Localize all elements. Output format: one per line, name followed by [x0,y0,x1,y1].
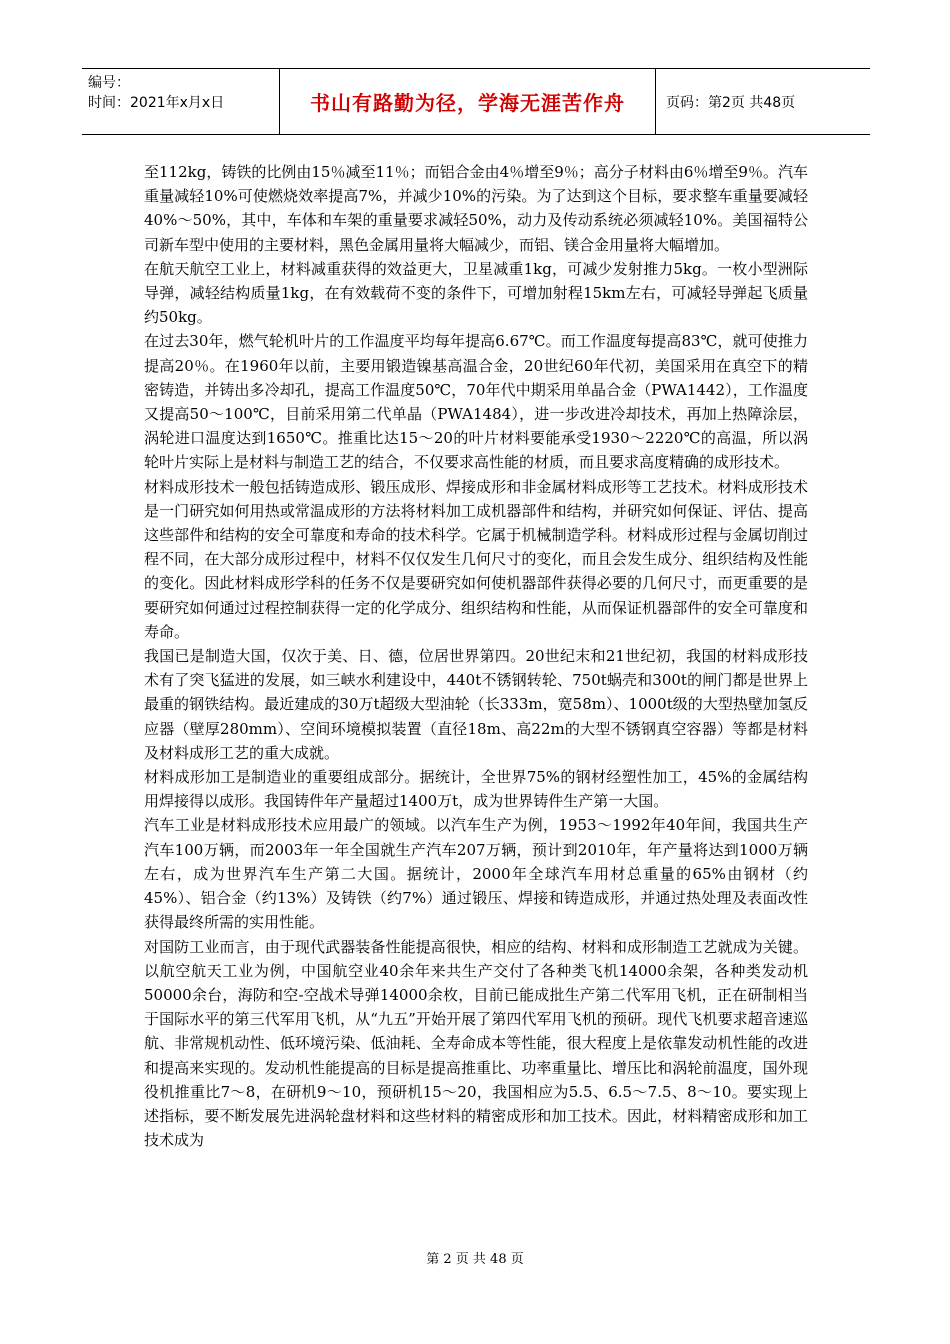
paragraph-5: 我国已是制造大国，仅次于美、日、德，位居世界第四。20世纪末和21世纪初，我国的材料成形技术有了突飞猛进的发展，如三峡水利建设中，440t不锈钢转轮、750t蜗壳和300t的闸门都是世界上最重的钢铁结构。最近建成的30万t超级大型油轮（长333m，宽58m）、1000t级的大型热壁加氢反应器（壁厚280mm）、空间环境模拟装置（直径18m、高22m的大型不锈钢真空容器）等都是材料及材料成形工艺的重大成就。 [144,647,808,762]
header-motto: 书山有路勤为径，学海无涯苦作舟 [280,69,656,134]
paragraph-1: 至112kg，铸铁的比例由15％减至11％；而铝合金由4％增至9％；高分子材料由6％增至9％。汽车重量减轻10%可使燃烧效率提高7%，并减少10%的污染。为了达到这个目标，要求整车重量要减轻40%～50%，其中，车体和车架的重量要求减轻50%，动力及传动系统必须减轻10%。美国福特公司新车型中使用的主要材料，黑色金属用量将大幅减少，而铝、镁合金用量将大幅增加。 [144,163,808,254]
paragraph-4: 材料成形技术一般包括铸造成形、锻压成形、焊接成形和非金属材料成形等工艺技术。材料成形技术是一门研究如何用热或常温成形的方法将材料加工成机器部件和结构，并研究如何保证、评估、提高这些部件和结构的安全可靠度和寿命的技术科学。它属于机械制造学科。材料成形过程与金属切削过程不同，在大部分成形过程中，材料不仅仅发生几何尺寸的变化，而且会发生成分、组织结构及性能的变化。因此材料成形学科的任务不仅是要研究如何使机器部件获得必要的几何尺寸，而更重要的是要研究如何通过过程控制获得一定的化学成分、组织结构和性能，从而保证机器部件的安全可靠度和寿命。 [144,477,808,641]
header-page-info: 页码：第2页 共48页 [666,94,796,111]
header-info-cell [82,69,280,134]
paragraph-3: 在过去30年，燃气轮机叶片的工作温度平均每年提高6.67℃。而工作温度每提高83℃，就可使推力提高20％。在1960年以前，主要用锻造镍基高温合金，20世纪60年代初，美国采用在真空下的精密铸造，并铸出多冷却孔，提高工作温度50℃，70年代中期采用单晶合金（PWA1442），工作温度又提高50～100℃，目前采用第二代单晶（PWA1484），进一步改进冷却技术，再加上热障涂层，涡轮进口温度达到1650℃。推重比达15～20的叶片材料要能承受1930～2220℃的高温，所以涡轮叶片实际上是材料与制造工艺的结合，不仅要求高性能的材质，而且要求高度精确的成形技术。 [144,332,808,472]
paragraph-2: 在航天航空工业上，材料减重获得的效益更大，卫星减重1kg，可减少发射推力5kg。一枚小型洲际导弹，减轻结构质量1kg，在有效载荷不变的条件下，可增加射程15km左右，可减轻导弹起飞质量约50kg。 [144,259,808,327]
page-header [82,68,870,135]
page-footer: 第 2 页 共 48 页 [426,1252,524,1267]
paragraph-6: 材料成形加工是制造业的重要组成部分。据统计，全世界75%的钢材经塑性加工，45%的金属结构用焊接得以成形。我国铸件年产量超过1400万t，成为世界铸件生产第一大国。 [144,768,808,811]
paragraph-7: 汽车工业是材料成形技术应用最广的领域。以汽车生产为例，1953～1992年40年间，我国共生产汽车100万辆，而2003年一年全国就生产汽车207万辆，预计到2010年，年产量将达到1000万辆左右，成为世界汽车生产第二大国。据统计，2000年全球汽车用材总重量的65%由钢材（约45%）、铝合金（约13%）及铸铁（约7%）通过锻压、焊接和铸造成形，并通过热处理及表面改性获得最终所需的实用性能。 [144,816,808,932]
paragraph-8: 对国防工业而言，由于现代武器装备性能提高很快，相应的结构、材料和成形制造工艺就成为关键。以航空航天工业为例，中国航空业40余年来共生产交付了各种类飞机14000余架，各种类发动机50000余台，海防和空-空战术导弹14000余枚，目前已能成批生产第二代军用飞机，正在研制相当于国际水平的第三代军用飞机，从“九五”开始开展了第四代军用飞机的预研。现代飞机要求超音速巡航、非常规机动性、低环境污染、低油耗、全寿命成本等性能，很大程度上是依靠发动机性能的改进和提高来实现的。发动机性能提高的目标是提高推重比、功率重量比、增压比和涡轮前温度，国外现役机推重比7～8，在研机9～10，预研机15～20，我国相应为5.5、6.5～7.5、8～10。要实现上述指标，要不断发展先进涡轮盘材料和这些材料的精密成形和加工技术。因此，材料精密成形和加工技术成为 [144,937,808,1150]
time-label: 时间：2021年x月x日 [88,95,225,111]
serial-label: 编号： [88,75,130,91]
document-body [144,160,808,1152]
